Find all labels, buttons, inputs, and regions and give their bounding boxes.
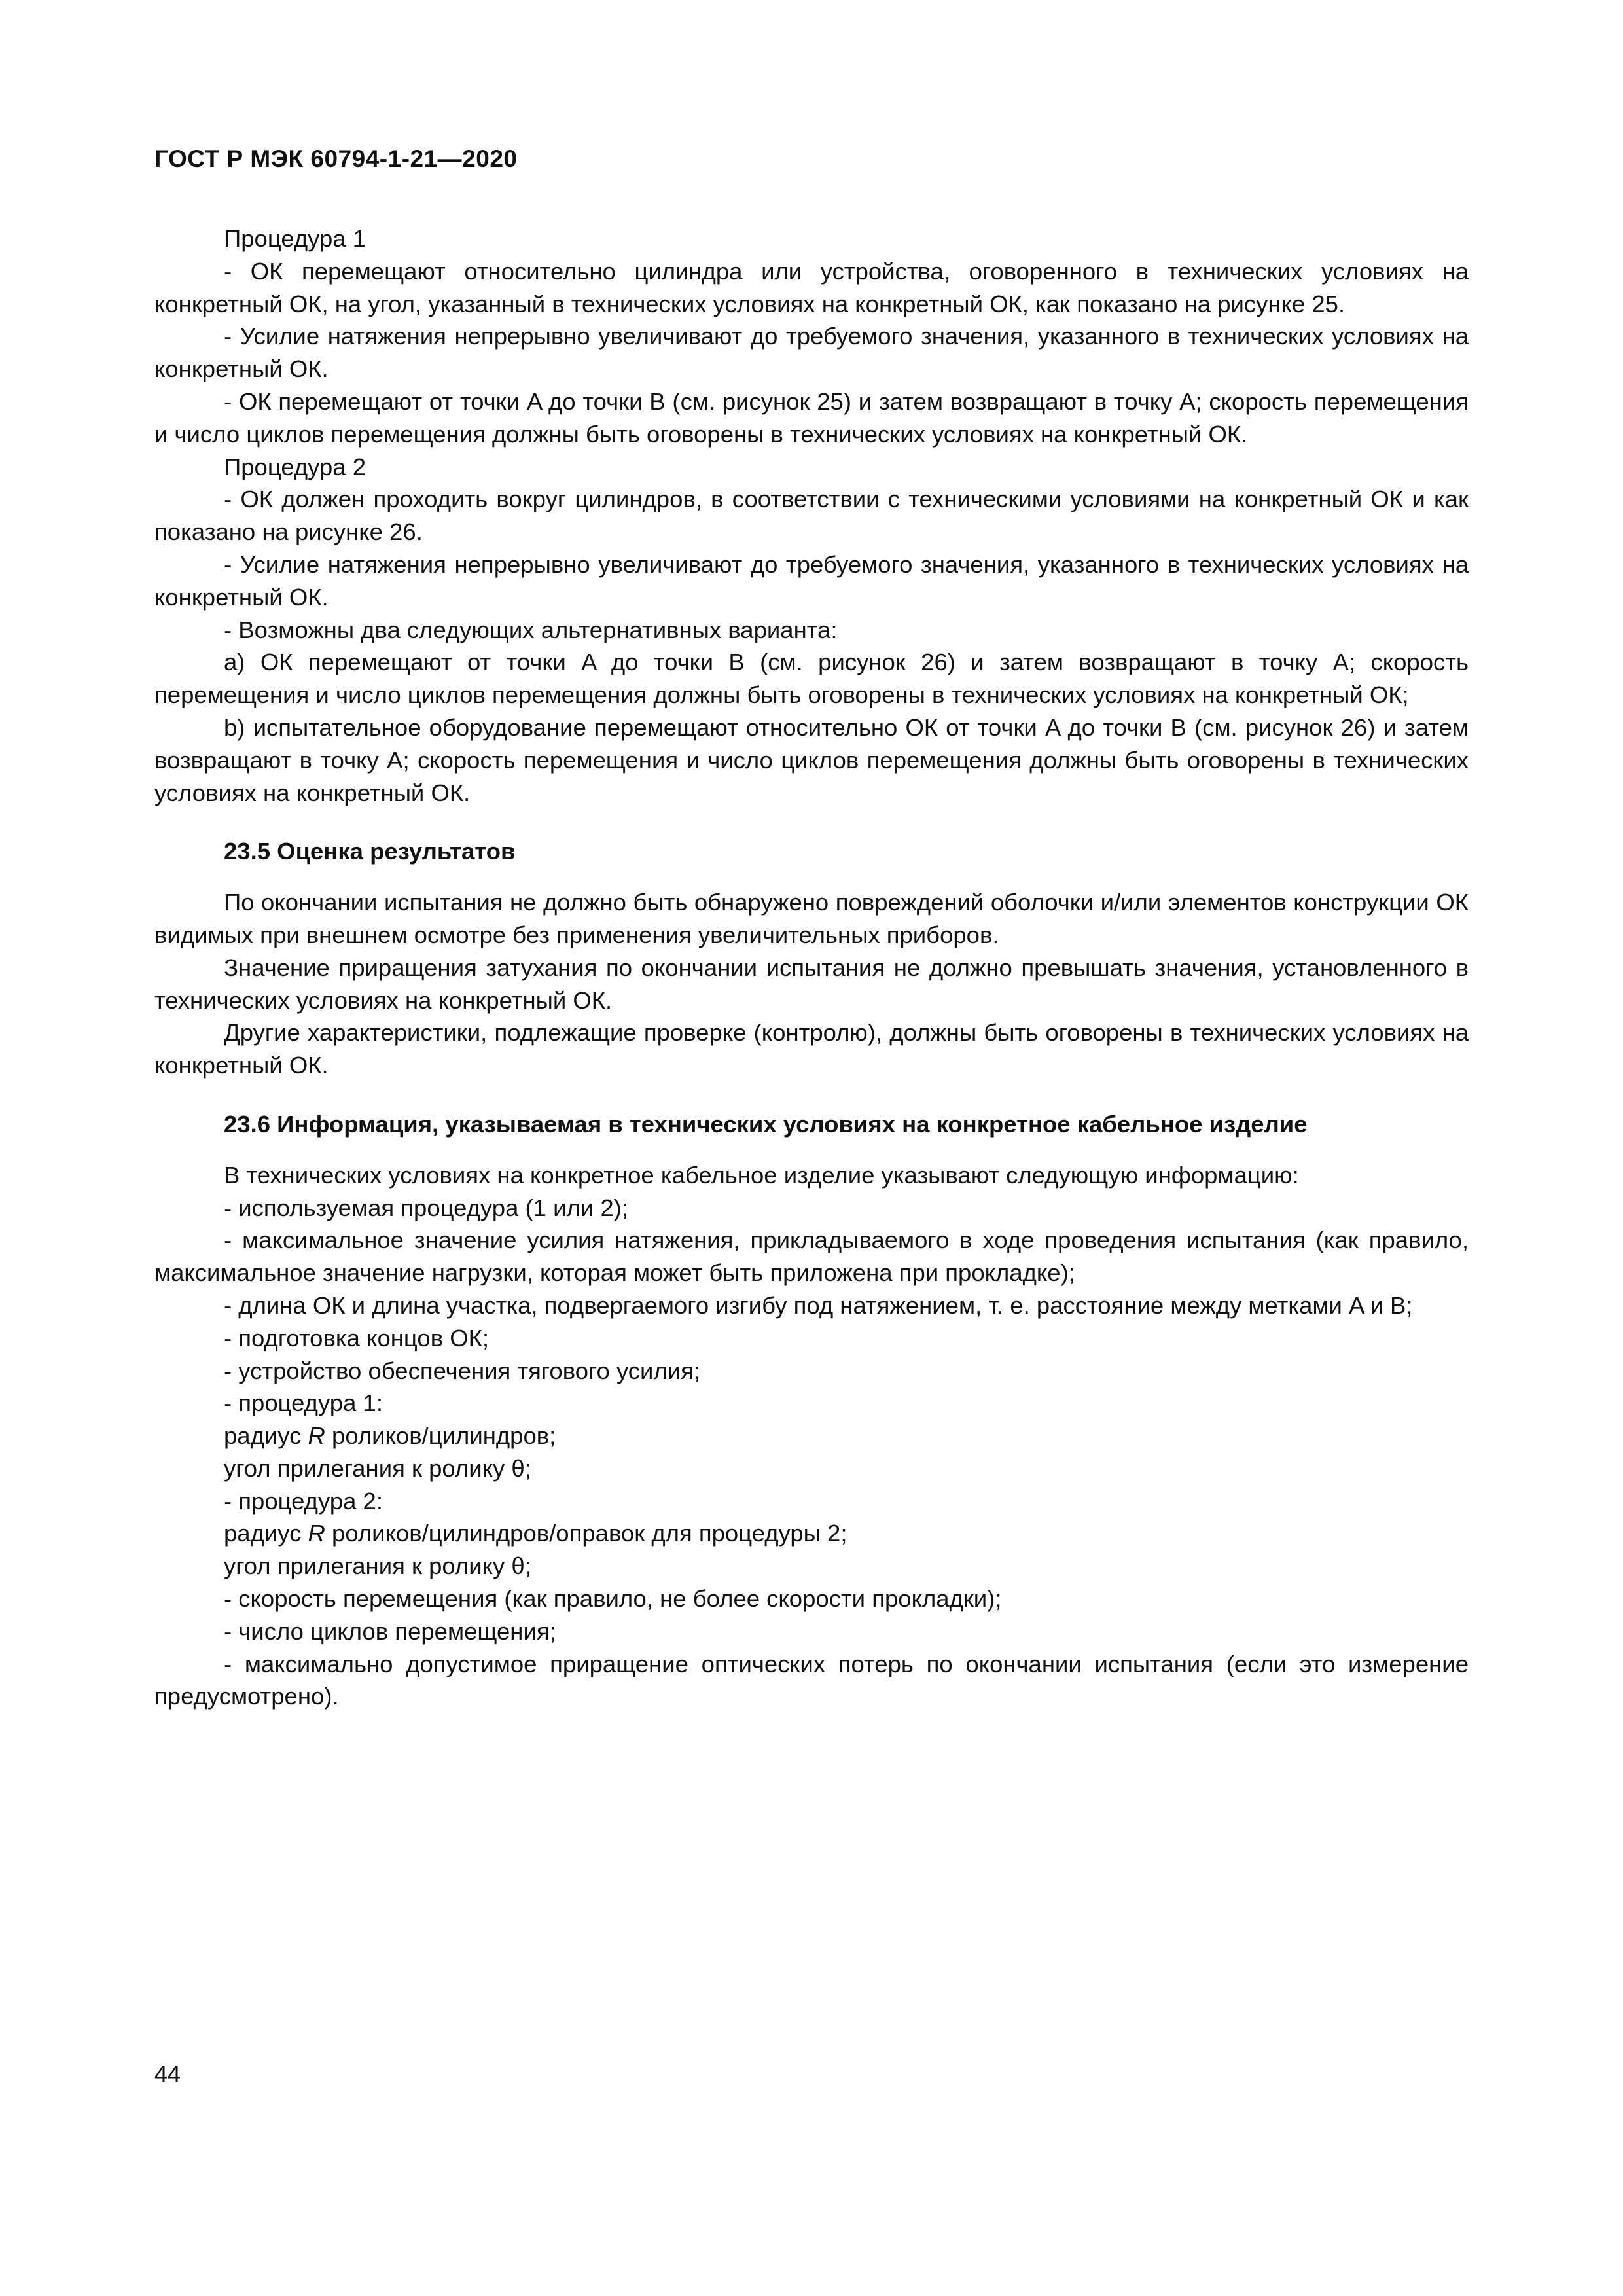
procedure-2-item: - Возможны два следующих альтернативных варианта: bbox=[224, 616, 838, 643]
list-item bbox=[154, 1420, 1469, 1452]
procedure-2-item: b) испытательное оборудование перемещают относительно ОК от точки A до точки B (см. рисунок 26) и затем возвращают в точку A; скорость перемещения и число циклов перемещения должны быть оговорены в технических условиях на конкретный ОК. bbox=[154, 713, 1469, 806]
procedure-1-item: - ОК перемещают от точки A до точки B (см. рисунок 25) и затем возвращают в точку A; скорость перемещения и число циклов перемещения должны быть оговорены в технических условиях на конкретный ОК. bbox=[154, 387, 1469, 448]
list-item: - число циклов перемещения; bbox=[224, 1617, 556, 1645]
list-item-text: роликов/цилиндров; bbox=[325, 1422, 556, 1450]
section-23-6-heading: 23.6 Информация, указываемая в технических условиях на конкретное кабельное изделие bbox=[224, 1110, 1308, 1138]
radius-variable: R bbox=[308, 1520, 325, 1547]
procedure-1-item: - Усилие натяжения непрерывно увеличивают до требуемого значения, указанного в технических условиях на конкретный ОК. bbox=[154, 323, 1469, 383]
procedure-1-title: Процедура 1 bbox=[224, 225, 366, 252]
section-23-5-heading: 23.5 Оценка результатов bbox=[224, 838, 516, 865]
list-item: - процедура 2: bbox=[224, 1487, 383, 1515]
list-item-text: радиус bbox=[224, 1422, 308, 1450]
procedure-2-item: a) ОК перемещают от точки A до точки B (см. рисунок 26) и затем возвращают в точку A; скорость перемещения и число циклов перемещения должны быть оговорены в технических условиях на конкретный ОК; bbox=[154, 649, 1469, 709]
list-item-text: радиус bbox=[224, 1520, 308, 1547]
page-number: 44 bbox=[154, 2060, 181, 2087]
procedure-2-item: - Усилие натяжения непрерывно увеличивают до требуемого значения, указанного в технических условиях на конкретный ОК. bbox=[154, 550, 1469, 611]
list-item bbox=[154, 1517, 1469, 1550]
list-item: - максимальное значение усилия натяжения, прикладываемого в ходе проведения испытания (как правило, максимальное значение нагрузки, которая может быть приложена при прокладке); bbox=[154, 1227, 1469, 1287]
list-item: - скорость перемещения (как правило, не более скорости прокладки); bbox=[224, 1585, 1002, 1613]
procedure-2-item: - ОК должен проходить вокруг цилиндров, в соответствии с техническими условиями на конкретный ОК и как показано на рисунке 26. bbox=[154, 486, 1469, 546]
list-item: - длина ОК и длина участка, подвергаемого изгибу под натяжением, т. е. расстояние между метками A и B; bbox=[224, 1291, 1413, 1319]
document-body bbox=[154, 223, 1469, 1713]
list-item: - процедура 1: bbox=[224, 1390, 383, 1417]
list-item: - максимально допустимое приращение оптических потерь по окончании испытания (если это измерение предусмотрено). bbox=[154, 1650, 1469, 1710]
radius-variable: R bbox=[308, 1422, 325, 1450]
procedure-2-title: Процедура 2 bbox=[224, 453, 366, 480]
section-23-5-paragraph: По окончании испытания не должно быть обнаружено повреждений оболочки и/или элементов конструкции ОК видимых при внешнем осмотре без применения увеличительных приборов. bbox=[154, 889, 1469, 948]
list-item: угол прилегания к ролику θ; bbox=[224, 1454, 531, 1482]
list-item: - используемая процедура (1 или 2); bbox=[224, 1194, 628, 1221]
procedure-1-item: - ОК перемещают относительно цилиндра или устройства, оговоренного в технических условиях на конкретный ОК, на угол, указанный в технических условиях на конкретный ОК, как показано на рисунке 25. bbox=[154, 257, 1469, 317]
list-item: - устройство обеспечения тягового усилия; bbox=[224, 1357, 701, 1384]
section-23-5-paragraph: Другие характеристики, подлежащие проверке (контролю), должны быть оговорены в технических условиях на конкретный ОК. bbox=[154, 1019, 1469, 1079]
list-item: угол прилегания к ролику θ; bbox=[224, 1552, 531, 1580]
list-item: - подготовка концов ОК; bbox=[224, 1324, 490, 1352]
document-header: ГОСТ Р МЭК 60794-1-21—2020 bbox=[154, 145, 518, 172]
list-item-text: роликов/цилиндров/оправок для процедуры 2; bbox=[325, 1520, 847, 1547]
section-23-6-intro: В технических условиях на конкретное кабельное изделие указывают следующую информацию: bbox=[224, 1161, 1299, 1189]
section-23-5-paragraph: Значение приращения затухания по окончании испытания не должно превышать значения, установленного в технических условиях на конкретный ОК. bbox=[154, 954, 1469, 1014]
